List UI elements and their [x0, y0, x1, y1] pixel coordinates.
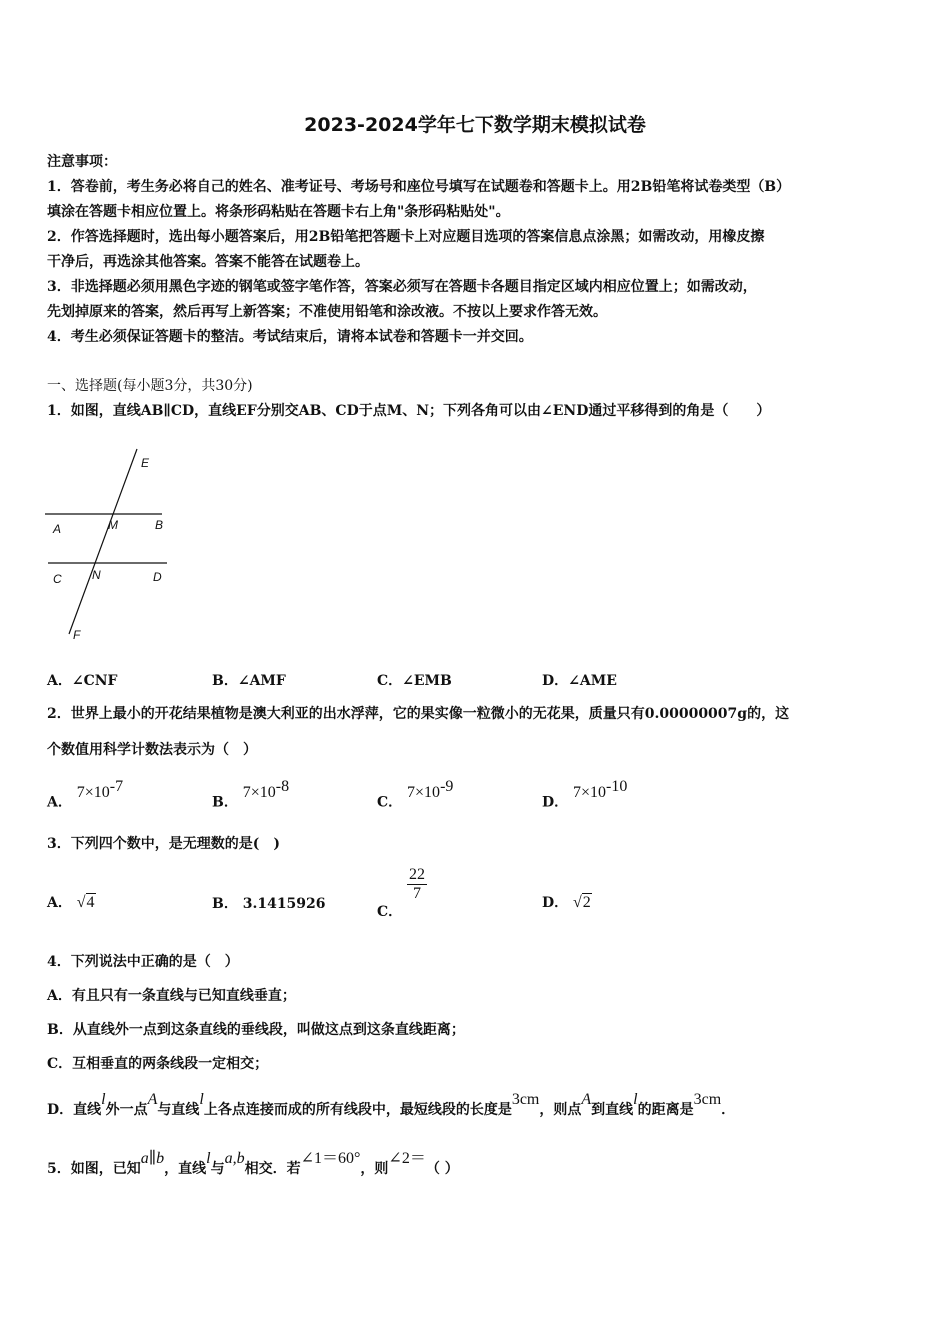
q4d-math-l-3: l — [633, 1091, 638, 1108]
q3-option-a-radicand: 4 — [86, 894, 95, 911]
notice-line-4: 干净后，再选涂其他答案。答案不能答在试题卷上。 — [47, 254, 369, 270]
q1-option-a: A．∠CNF — [47, 673, 118, 689]
q3-option-b — [212, 893, 326, 913]
q2-option-d-base: 7×10 — [573, 783, 607, 801]
q5-text-6: （ ） — [425, 1161, 459, 1177]
q5-math-angle1: ∠1＝60° — [300, 1150, 361, 1167]
q3-option-b-value: 3.1415926 — [242, 896, 326, 912]
notice-heading: 注意事项： — [47, 154, 117, 170]
q2-option-d-exp: -10 — [606, 778, 628, 795]
q2-option-a-label: A． — [47, 794, 72, 811]
q2-option-a — [47, 778, 124, 812]
q5-math-parallel: a∥b — [140, 1150, 165, 1167]
q1-option-b: B．∠AMF — [212, 673, 286, 689]
section-heading: 一、选择题(每小题3分，共30分) — [47, 378, 253, 394]
q4-stem: 4．下列说法中正确的是（ ） — [47, 954, 239, 970]
q1-option-c: C．∠EMB — [377, 673, 452, 689]
q4d-text-5: ，则点 — [539, 1102, 582, 1118]
q5-text-5: ，则 — [360, 1161, 389, 1177]
q2-option-b-exp: -8 — [275, 778, 290, 795]
q3-option-b-label: B． — [212, 896, 238, 912]
q3-option-d-sqrt: √2 — [573, 894, 591, 911]
label-n: N — [92, 568, 101, 582]
label-d: D — [153, 570, 162, 584]
label-f: F — [73, 628, 81, 642]
q4d-math-a-1: A — [147, 1091, 158, 1108]
q2-option-a-base: 7×10 — [76, 783, 110, 801]
q3-option-c — [377, 866, 427, 920]
q4-option-a: A．有且只有一条直线与已知直线垂直； — [47, 988, 296, 1004]
q4d-math-3cm-2: 3cm — [693, 1091, 722, 1108]
q2-option-c-label: C． — [377, 794, 403, 811]
q4d-text-3: 与直线 — [157, 1102, 200, 1118]
q4-option-c: C．互相垂直的两条线段一定相交； — [47, 1056, 269, 1072]
q3-option-a-label: A． — [47, 895, 72, 911]
q3-option-c-fraction — [407, 866, 427, 903]
q4d-math-l-2: l — [199, 1091, 204, 1108]
q2-stem-line-1: 2．世界上最小的开花结果植物是澳大利亚的出水浮萍，它的果实像一粒微小的无花果，质量只有0.00000007g的，这 — [47, 706, 790, 722]
q4d-text-2: 外一点 — [105, 1102, 148, 1118]
notice-line-3: 2．作答选择题时，选出每小题答案后，用2B铅笔把答题卡上对应题目选项的答案信息点涂黑；如需改动，用橡皮擦 — [47, 229, 765, 245]
q5-math-l: l — [206, 1150, 211, 1167]
q4d-text-1: D．直线 — [47, 1102, 102, 1118]
q1-stem: 1．如图，直线AB∥CD，直线EF分别交AB、CD于点M、N；下列各角可以由∠END通过平移得到的角是（ ） — [47, 403, 771, 419]
q4d-text-4: 上各点连接而成的所有线段中，最短线段的长度是 — [203, 1102, 512, 1118]
q1-figure — [40, 445, 180, 645]
q3-option-c-denominator: 7 — [413, 885, 422, 902]
q2-option-c-base: 7×10 — [407, 783, 441, 801]
q5-math-angle2: ∠2＝ — [388, 1150, 426, 1167]
q3-option-c-label: C． — [377, 903, 403, 920]
notice-line-2: 填涂在答题卡相应位置上。将条形码粘贴在答题卡右上角"条形码粘贴处"。 — [47, 204, 510, 220]
notice-line-5: 3．非选择题必须用黑色字迹的钢笔或签字笔作答，答案必须写在答题卡各题目指定区域内相应位置上；如需改动， — [47, 279, 757, 295]
q3-option-d — [542, 892, 592, 912]
q2-option-b-label: B． — [212, 794, 238, 811]
q3-option-d-label: D． — [542, 895, 569, 911]
notice-line-7: 4．考生必须保证答题卡的整洁。考试结束后，请将本试卷和答题卡一并交回。 — [47, 329, 533, 345]
q5-stem — [47, 1150, 459, 1179]
label-e: E — [141, 456, 150, 470]
q5-math-ab: a,b — [224, 1150, 245, 1167]
q4d-text-8: ． — [721, 1102, 736, 1118]
q2-option-d-label: D． — [542, 794, 569, 811]
page-title: 2023-2024学年七下数学期末模拟试卷 — [304, 114, 646, 136]
q2-option-b — [212, 778, 290, 812]
q5-text-2: ，直线 — [164, 1161, 207, 1177]
q4d-math-a-2: A — [581, 1091, 592, 1108]
q4d-text-7: 的距离是 — [637, 1102, 694, 1118]
label-b: B — [155, 518, 164, 532]
q4d-math-l-1: l — [101, 1091, 106, 1108]
q4d-math-3cm-1: 3cm — [511, 1091, 540, 1108]
q5-text-4: 相交．若 — [244, 1161, 301, 1177]
q3-option-a-sqrt: √4 — [76, 894, 95, 911]
q2-option-a-exp: -7 — [109, 778, 124, 795]
q4d-text-6: 到直线 — [591, 1102, 634, 1118]
q2-option-d — [542, 778, 628, 812]
label-c: C — [53, 572, 62, 586]
notice-line-1: 1．答卷前，考生务必将自己的姓名、准考证号、考场号和座位号填写在试题卷和答题卡上。用2B铅笔将试卷类型（B） — [47, 179, 791, 195]
q1-option-d: D．∠AME — [542, 673, 617, 689]
q3-option-c-numerator: 22 — [409, 866, 426, 883]
q2-option-b-base: 7×10 — [242, 783, 276, 801]
q3-option-a — [47, 892, 96, 912]
q4-option-d — [47, 1091, 736, 1120]
q3-option-d-radicand: 2 — [582, 894, 591, 911]
notice-line-6: 先划掉原来的答案，然后再写上新答案；不准使用铅笔和涂改液。不按以上要求作答无效。 — [47, 304, 607, 320]
q2-option-c-exp: -9 — [440, 778, 454, 795]
q5-text-1: 5．如图，已知 — [47, 1161, 141, 1177]
q5-text-3: 与 — [210, 1161, 225, 1177]
label-a: A — [53, 522, 62, 536]
q2-stem-line-2: 个数值用科学计数法表示为（ ） — [47, 742, 257, 758]
q3-stem: 3．下列四个数中，是无理数的是( ) — [47, 836, 280, 852]
q2-option-c — [377, 778, 454, 812]
q4-option-b: B．从直线外一点到这条直线的垂线段，叫做这点到这条直线距离； — [47, 1022, 465, 1038]
label-m: M — [108, 518, 118, 532]
